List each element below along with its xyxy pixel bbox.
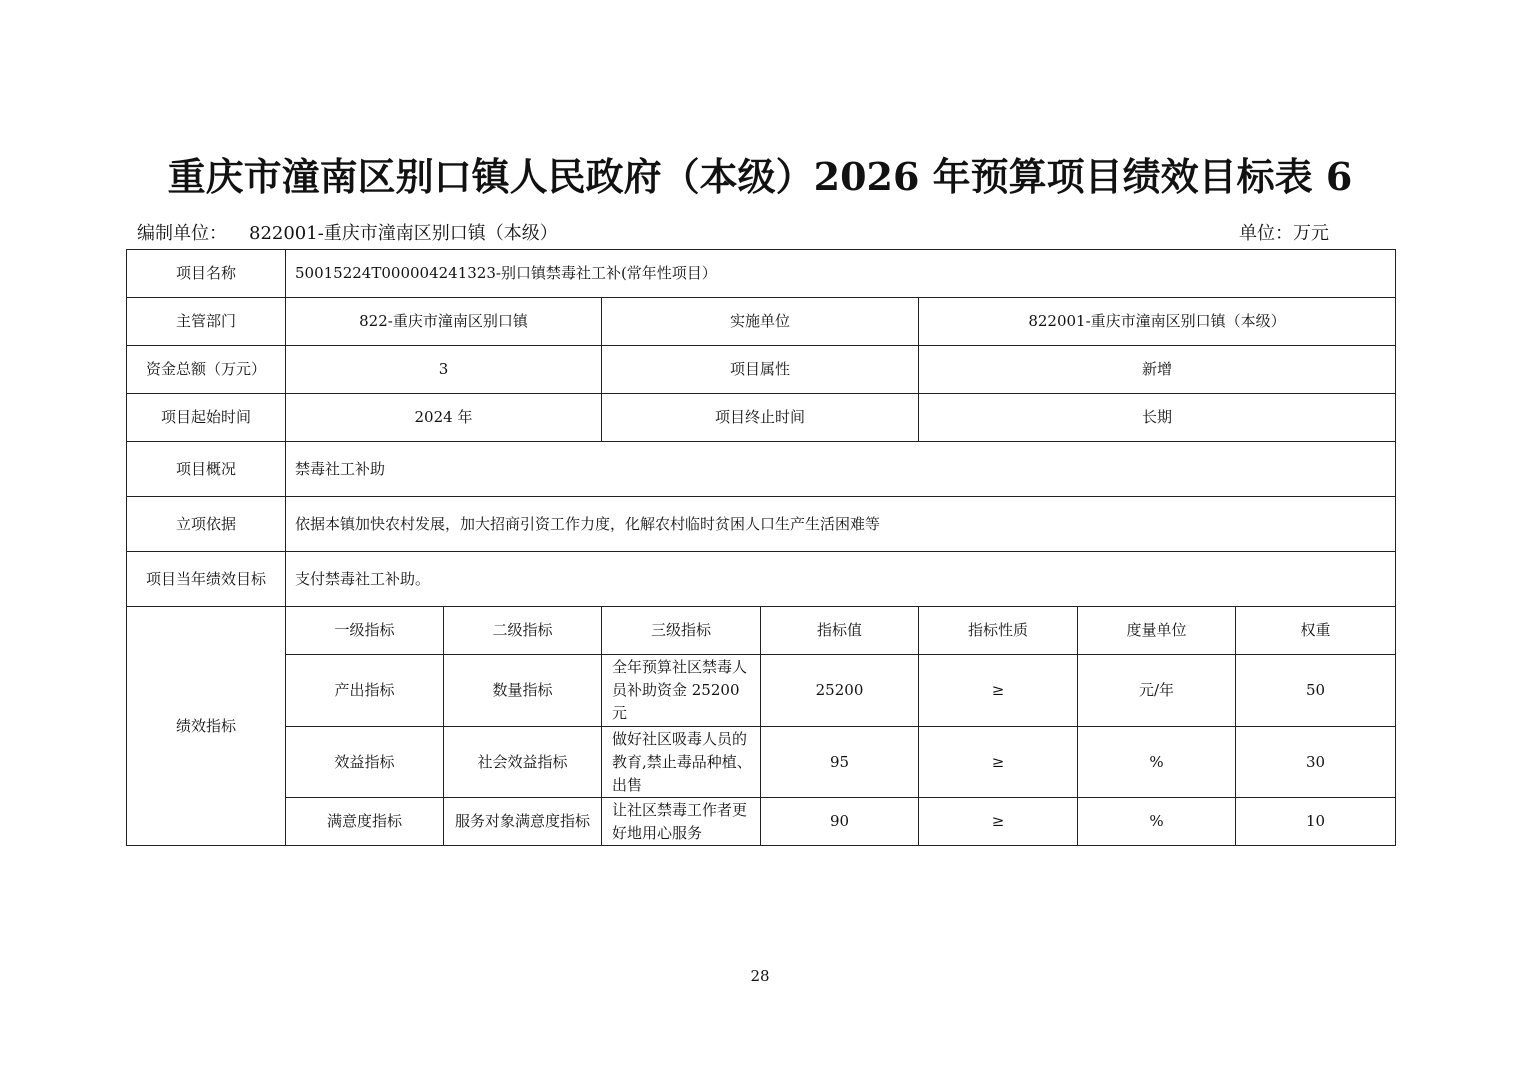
goal-value: 支付禁毒社工补助。 bbox=[286, 552, 1396, 607]
indicator-row bbox=[127, 727, 1396, 798]
dept-label: 主管部门 bbox=[127, 298, 286, 346]
compiling-unit-label: 编制单位： bbox=[137, 223, 227, 244]
header-weight: 权重 bbox=[1236, 607, 1396, 655]
indicator-value: 90 bbox=[761, 798, 919, 846]
row-basis bbox=[127, 497, 1396, 552]
indicator-unit: 元/年 bbox=[1078, 655, 1236, 727]
dept-value: 822-重庆市潼南区别口镇 bbox=[286, 298, 602, 346]
indicator-weight: 10 bbox=[1236, 798, 1396, 846]
indicator-header-row bbox=[127, 607, 1396, 655]
overview-value: 禁毒社工补助 bbox=[286, 442, 1396, 497]
row-funds bbox=[127, 346, 1396, 394]
indicator-unit: % bbox=[1078, 798, 1236, 846]
end-label: 项目终止时间 bbox=[602, 394, 919, 442]
indicator-row bbox=[127, 655, 1396, 727]
header-unit: 度量单位 bbox=[1078, 607, 1236, 655]
indicator-level1: 产出指标 bbox=[286, 655, 444, 727]
indicator-unit: % bbox=[1078, 727, 1236, 798]
indicator-level3: 让社区禁毒工作者更好地用心服务 bbox=[602, 798, 761, 846]
header-level2: 二级指标 bbox=[444, 607, 602, 655]
row-project-name bbox=[127, 250, 1396, 298]
row-goal bbox=[127, 552, 1396, 607]
compiling-unit bbox=[137, 219, 558, 245]
row-department bbox=[127, 298, 1396, 346]
document-title: 重庆市潼南区别口镇人民政府（本级）2026 年预算项目绩效目标表 6 bbox=[167, 154, 1353, 199]
impl-label: 实施单位 bbox=[602, 298, 919, 346]
indicator-row bbox=[127, 798, 1396, 846]
funds-value: 3 bbox=[286, 346, 602, 394]
indicator-weight: 50 bbox=[1236, 655, 1396, 727]
basis-value: 依据本镇加快农村发展，加大招商引资工作力度，化解农村临时贫困人口生产生活困难等 bbox=[286, 497, 1396, 552]
basis-label: 立项依据 bbox=[127, 497, 286, 552]
indicator-level3: 做好社区吸毒人员的教育,禁止毒品种植、出售 bbox=[602, 727, 761, 798]
indicator-level1: 效益指标 bbox=[286, 727, 444, 798]
unit-note: 单位：万元 bbox=[1239, 223, 1329, 244]
row-period bbox=[127, 394, 1396, 442]
performance-target-table bbox=[126, 249, 1396, 846]
end-value: 长期 bbox=[919, 394, 1396, 442]
indicator-level2: 数量指标 bbox=[444, 655, 602, 727]
start-value: 2024 年 bbox=[286, 394, 602, 442]
indicator-weight: 30 bbox=[1236, 727, 1396, 798]
attr-label: 项目属性 bbox=[602, 346, 919, 394]
indicator-nature: ≥ bbox=[919, 798, 1078, 846]
start-label: 项目起始时间 bbox=[127, 394, 286, 442]
row-overview bbox=[127, 442, 1396, 497]
indicator-level1: 满意度指标 bbox=[286, 798, 444, 846]
project-name-label: 项目名称 bbox=[127, 250, 286, 298]
goal-label: 项目当年绩效目标 bbox=[127, 552, 286, 607]
indicator-value: 25200 bbox=[761, 655, 919, 727]
header-level3: 三级指标 bbox=[602, 607, 761, 655]
indicator-nature: ≥ bbox=[919, 727, 1078, 798]
indicator-level2: 服务对象满意度指标 bbox=[444, 798, 602, 846]
overview-label: 项目概况 bbox=[127, 442, 286, 497]
indicator-level2: 社会效益指标 bbox=[444, 727, 602, 798]
project-name-value: 50015224T000004241323-别口镇禁毒社工补(常年性项目） bbox=[286, 250, 1396, 298]
indicator-level3: 全年预算社区禁毒人员补助资金 25200 元 bbox=[602, 655, 761, 727]
impl-value: 822001-重庆市潼南区别口镇（本级） bbox=[919, 298, 1396, 346]
indicators-section-label: 绩效指标 bbox=[127, 607, 286, 846]
indicator-nature: ≥ bbox=[919, 655, 1078, 727]
compiling-unit-value: 822001-重庆市潼南区别口镇（本级） bbox=[249, 223, 558, 244]
page-number: 28 bbox=[750, 967, 770, 985]
header-level1: 一级指标 bbox=[286, 607, 444, 655]
attr-value: 新增 bbox=[919, 346, 1396, 394]
funds-label: 资金总额（万元） bbox=[127, 346, 286, 394]
header-value: 指标值 bbox=[761, 607, 919, 655]
header-nature: 指标性质 bbox=[919, 607, 1078, 655]
indicator-value: 95 bbox=[761, 727, 919, 798]
